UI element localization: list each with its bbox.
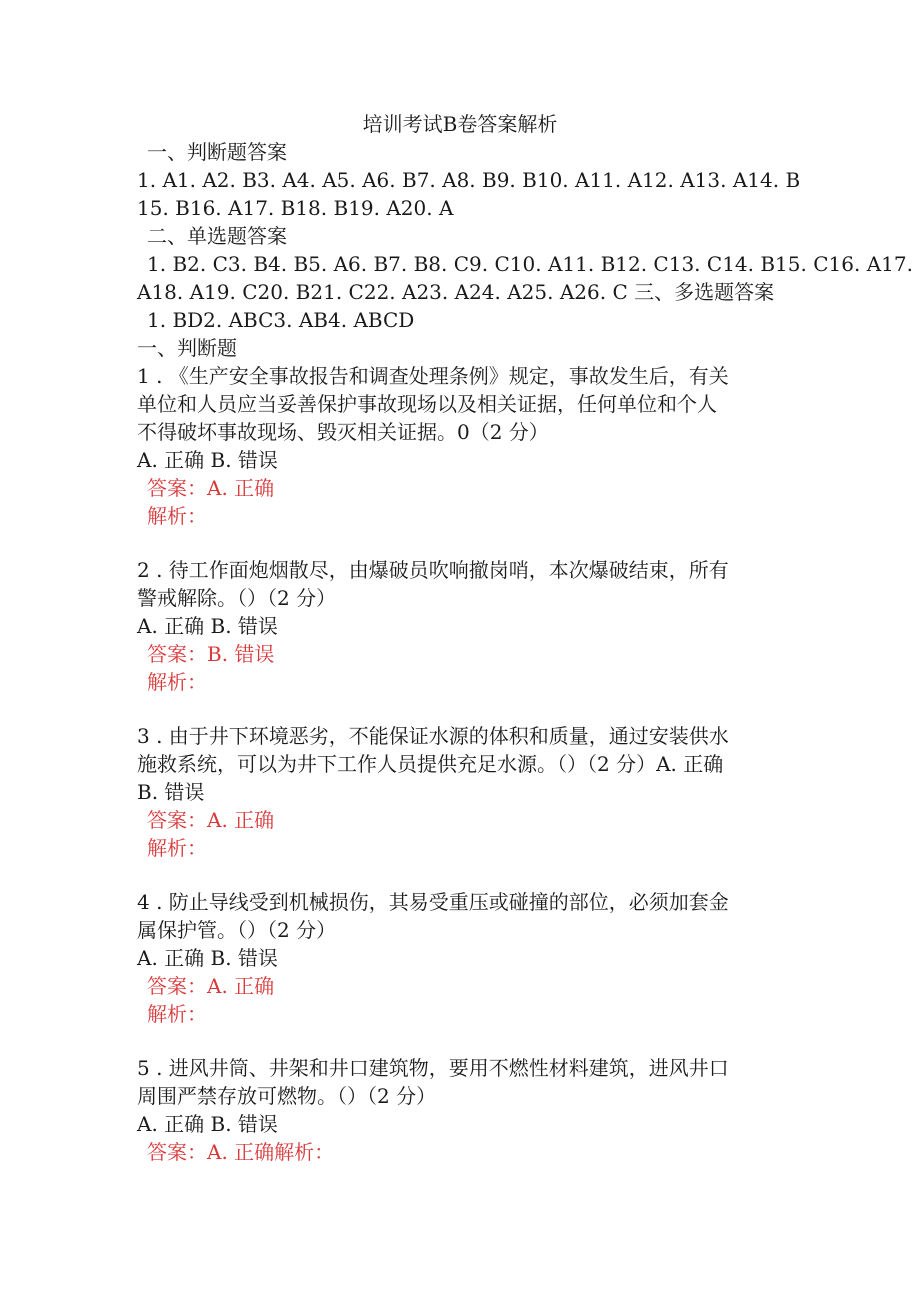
document-title: 培训考试B卷答案解析 <box>362 112 558 136</box>
question-2-options: A. 正确 B. 错误 <box>137 614 278 638</box>
question-5-line-1: 5 . 进风井筒、井架和井口建筑物，要用不燃性材料建筑，进风井口 <box>137 1056 729 1080</box>
question-4-options: A. 正确 B. 错误 <box>137 946 278 970</box>
question-5-answer: 答案：A. 正确解析： <box>147 1140 335 1164</box>
tf-answers-heading: 一、判断题答案 <box>147 140 287 164</box>
sc-answers-line-2: A18. A19. C20. B21. C22. A23. A24. A25. A26. C 三、多选题答案 <box>137 280 775 304</box>
question-3-analysis: 解析： <box>147 836 207 860</box>
question-5-line-2: 周围严禁存放可燃物。（）（2 分） <box>137 1084 437 1108</box>
question-5-options: A. 正确 B. 错误 <box>137 1112 278 1136</box>
question-4-analysis: 解析： <box>147 1002 207 1026</box>
question-1-options: A. 正确 B. 错误 <box>137 448 278 472</box>
question-3-line-2: 施救系统，可以为井下工作人员提供充足水源。（）（2 分）A. 正确 <box>137 752 724 776</box>
section-heading: 一、判断题 <box>137 336 237 360</box>
question-2-line-1: 2 . 待工作面炮烟散尽，由爆破员吹响撤岗哨，本次爆破结束，所有 <box>137 558 729 582</box>
question-1-analysis: 解析： <box>147 504 207 528</box>
question-4-answer: 答案：A. 正确 <box>147 974 275 998</box>
sc-answers-heading: 二、单选题答案 <box>147 224 287 248</box>
question-4-line-2: 属保护管。（）（2 分） <box>137 918 337 942</box>
question-2-line-2: 警戒解除。（）（2 分） <box>137 586 337 610</box>
question-3-options: B. 错误 <box>137 780 205 804</box>
question-4-line-1: 4 . 防止导线受到机械损伤，其易受重压或碰撞的部位，必须加套金 <box>137 890 729 914</box>
question-1-line-3: 不得破坏事故现场、毁灭相关证据。0（2 分） <box>137 420 549 444</box>
question-1-line-2: 单位和人员应当妥善保护事故现场以及相关证据，任何单位和个人 <box>137 392 717 416</box>
question-1-line-1: 1 . 《生产安全事故报告和调查处理条例》规定，事故发生后，有关 <box>137 364 729 388</box>
question-1-answer: 答案：A. 正确 <box>147 476 275 500</box>
tf-answers-line-2: 15. B16. A17. B18. B19. A20. A <box>137 196 454 220</box>
sc-answers-line-1: 1. B2. C3. B4. B5. A6. B7. B8. C9. C10. A11. B12. C13. C14. B15. C16. A17. <box>147 252 913 276</box>
tf-answers-line-1: 1. A1. A2. B3. A4. A5. A6. B7. A8. B9. B10. A11. A12. A13. A14. B <box>137 168 801 192</box>
question-3-answer: 答案：A. 正确 <box>147 808 275 832</box>
question-2-answer: 答案：B. 错误 <box>147 642 275 666</box>
mc-answers-line-1: 1. BD2. ABC3. AB4. ABCD <box>147 308 415 332</box>
question-2-analysis: 解析： <box>147 670 207 694</box>
question-3-line-1: 3 . 由于井下环境恶劣，不能保证水源的体积和质量，通过安装供水 <box>137 724 729 748</box>
